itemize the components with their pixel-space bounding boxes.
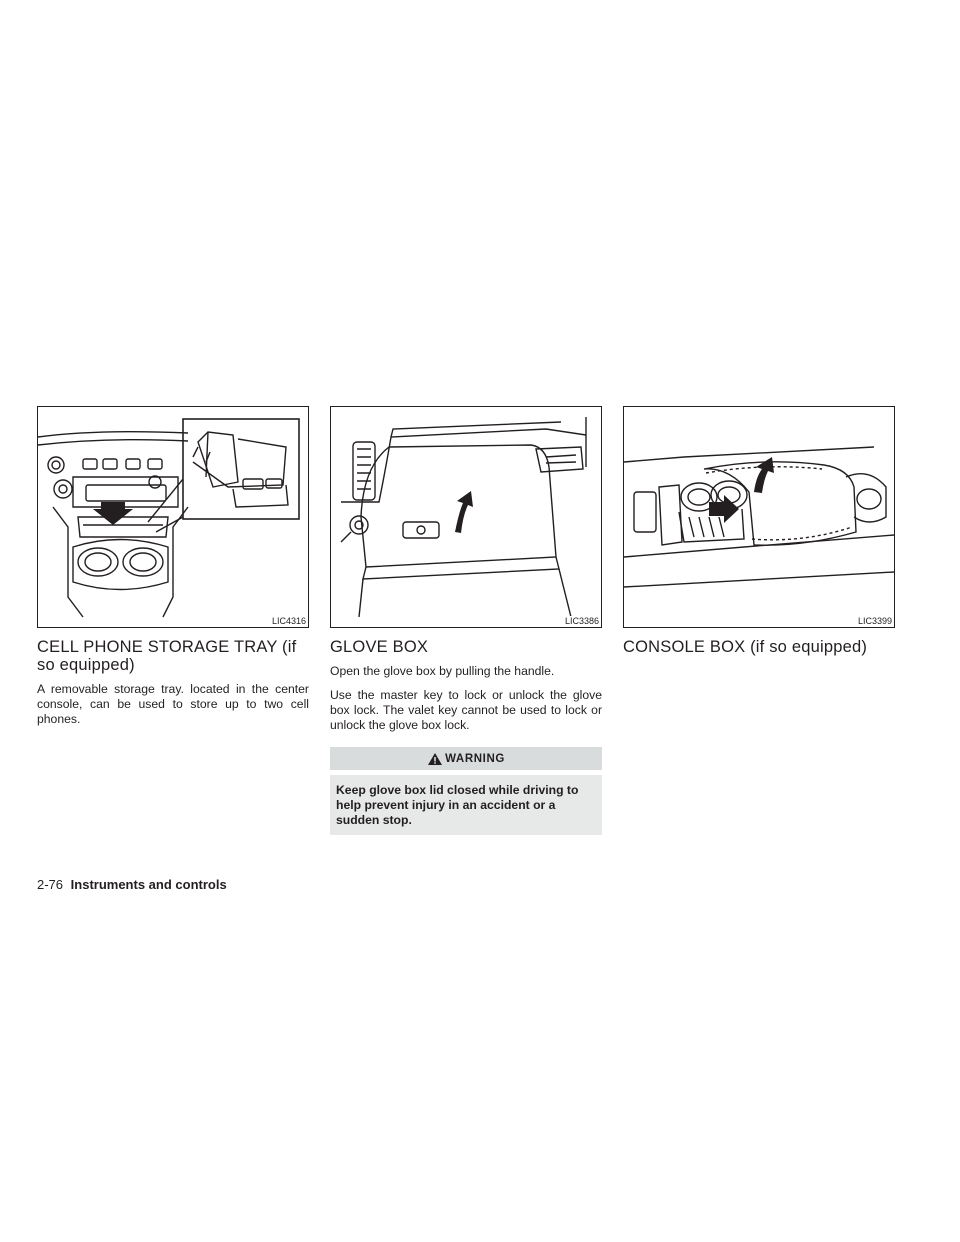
figure-code: LIC3386 [564,616,599,626]
body-paragraph: A removable storage tray. located in the center console, can be used to store up to two cell phones. [37,682,309,726]
page-footer [37,877,227,892]
warning-triangle-icon [427,752,443,766]
warning-label: WARNING [445,752,505,765]
cell-phone-tray-illustration [38,407,308,627]
section-console-box [623,406,895,664]
figure-console-box [623,406,895,628]
body-paragraph: Use the master key to lock or unlock the glove box lock. The valet key cannot be used to lock or unlock the glove box lock. [330,688,602,732]
body-paragraph: Open the glove box by pulling the handle. [330,664,555,678]
section-glove-box [330,406,602,835]
figure-code: LIC3399 [857,616,892,626]
footer-section-name: Instruments and controls [70,877,227,892]
page-number: 2-76 [37,877,64,892]
glove-box-illustration [331,407,601,627]
figure-code: LIC4316 [271,616,306,626]
figure-glove-box [330,406,602,628]
console-box-illustration [624,407,894,627]
section-title: CELL PHONE STORAGE TRAY (if so equipped) [37,638,297,674]
warning-text: Keep glove box lid closed while driving to help prevent injury in an accident or a sudden stop. [330,775,602,835]
section-title: CONSOLE BOX (if so equipped) [623,638,868,656]
warning-header [330,747,602,770]
section-cell-phone-tray [37,406,309,736]
section-title: GLOVE BOX [330,638,429,656]
figure-cell-phone-tray [37,406,309,628]
